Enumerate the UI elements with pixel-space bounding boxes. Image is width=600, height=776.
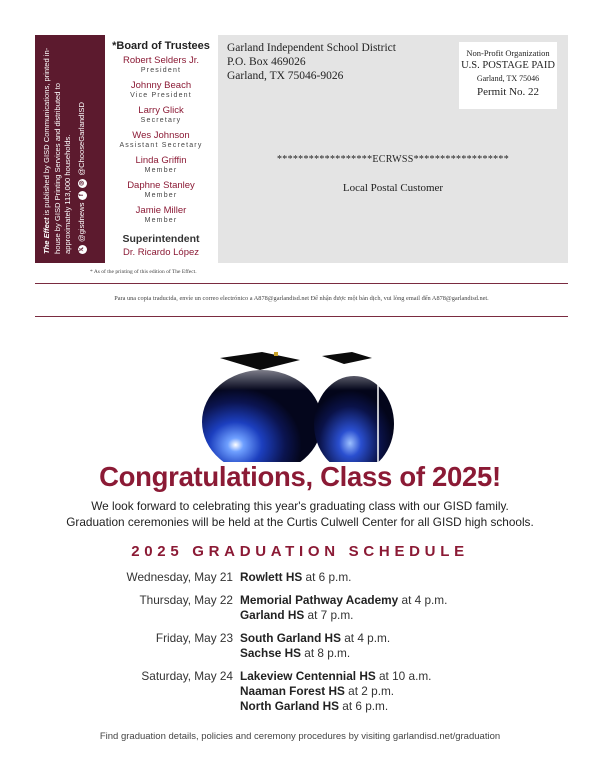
- ceremony: [240, 684, 431, 699]
- ceremony-time: at 6 p.m.: [302, 570, 352, 584]
- trustee-role: Member: [144, 217, 178, 224]
- board-heading: *Board of Trustees: [112, 40, 210, 52]
- ceremony-time: at 8 p.m.: [300, 646, 351, 660]
- day-label: Saturday, May 24: [141, 669, 233, 683]
- ceremony: [240, 570, 351, 585]
- ceremony-time: at 4 p.m.: [398, 593, 448, 607]
- postal-customer: Local Postal Customer: [342, 182, 444, 194]
- ceremony-time: at 7 p.m.: [304, 608, 354, 622]
- footer-note[interactable]: Find graduation details, policies and ceremony procedures by visiting garlandisd.net/graduation: [99, 731, 501, 742]
- article-intro: [0, 499, 600, 530]
- ceremony: [240, 631, 390, 646]
- trustee-role: Secretary: [140, 117, 182, 124]
- trustee-entry: [105, 155, 217, 175]
- trustees-footnote: * As of the printing of this edition of The Effect.: [90, 269, 197, 275]
- trustee-role: Assistant Secretary: [119, 142, 203, 149]
- mailing-panel: [218, 35, 568, 263]
- return-address-line: Garland, TX 75046-9026: [227, 70, 344, 82]
- trustee-entry: [105, 80, 217, 100]
- publication-info: [38, 38, 104, 260]
- trustee-name: Wes Johnson: [132, 130, 190, 141]
- board-of-trustees: [105, 35, 217, 263]
- day-events: [240, 631, 390, 661]
- trustee-role: Member: [144, 192, 178, 199]
- trustee-entry: [105, 55, 217, 75]
- schedule-day: [0, 570, 600, 585]
- trustee-role: President: [140, 67, 182, 74]
- trustee-entry: [105, 205, 217, 225]
- school-name: Garland HS: [240, 608, 305, 622]
- trustee-name: Jamie Miller: [135, 205, 187, 216]
- ceremony-time: at 2 p.m.: [344, 684, 395, 698]
- social-handle[interactable]: @ChooseGarlandISD: [76, 102, 86, 176]
- publication-sidebar: [35, 35, 105, 263]
- trustee-name: Robert Selders Jr.: [122, 55, 200, 66]
- x-handle[interactable]: @gisdnews: [76, 202, 86, 242]
- ceremony-time: at 10 a.m.: [375, 669, 432, 683]
- ceremony-time: at 4 p.m.: [340, 631, 391, 645]
- trustee-name: Larry Glick: [138, 105, 184, 116]
- school-name: Memorial Pathway Academy: [240, 593, 399, 607]
- publication-name: The Effect: [42, 217, 51, 254]
- school-name: Lakeview Centennial HS: [240, 669, 376, 683]
- intro-line: We look forward to celebrating this year's graduating class with our GISD family.: [91, 499, 509, 513]
- permit-line: Non-Profit Organization: [466, 48, 550, 58]
- ceremony-time: at 6 p.m.: [338, 699, 389, 713]
- publication-statement: [42, 43, 74, 254]
- divider: [35, 283, 568, 284]
- superintendent-heading: Superintendent: [122, 233, 200, 245]
- trustee-entry: [105, 105, 217, 125]
- x-icon: 𝕏: [78, 245, 87, 254]
- day-label: Wednesday, May 21: [126, 570, 233, 584]
- schedule-heading: 2025 GRADUATION SCHEDULE: [131, 543, 469, 560]
- instagram-icon: ◎: [78, 180, 85, 186]
- day-label: Thursday, May 22: [139, 593, 233, 607]
- school-name: Naaman Forest HS: [240, 684, 345, 698]
- permit-line: Permit No. 22: [476, 86, 540, 98]
- day-events: [240, 593, 447, 623]
- postage-permit: [459, 42, 557, 109]
- divider: [35, 316, 568, 317]
- school-name: Sachse HS: [240, 646, 301, 660]
- day-label: Friday, May 23: [155, 631, 233, 645]
- graduation-schedule: [0, 570, 600, 722]
- return-address-line: Garland Independent School District: [227, 42, 396, 54]
- ecrwss-line: ******************ECRWSS******************: [276, 154, 510, 165]
- permit-line: U.S. POSTAGE PAID: [461, 60, 555, 71]
- school-name: North Garland HS: [240, 699, 339, 713]
- social-handles: [77, 43, 88, 254]
- school-name: South Garland HS: [240, 631, 341, 645]
- return-address-line: P.O. Box 469026: [227, 56, 306, 68]
- ceremony: [240, 608, 447, 623]
- ceremony: [240, 699, 431, 714]
- day-events: [240, 570, 351, 585]
- day-events: [240, 669, 431, 714]
- article-title: Congratulations, Class of 2025!: [99, 461, 501, 492]
- schedule-day: [0, 669, 600, 714]
- trustee-role: Vice President: [130, 92, 192, 99]
- ceremony: [240, 646, 390, 661]
- ceremony: [240, 669, 431, 684]
- ceremony: [240, 593, 447, 608]
- trustee-role: Member: [144, 167, 178, 174]
- school-name: Rowlett HS: [240, 570, 303, 584]
- return-address: [227, 41, 396, 83]
- intro-line: Graduation ceremonies will be held at the Curtis Culwell Center for all GISD high schools.: [66, 514, 534, 529]
- facebook-icon: f: [78, 191, 87, 200]
- schedule-day: [0, 631, 600, 661]
- trustee-entry: [105, 180, 217, 200]
- trustee-name: Johnny Beach: [130, 80, 192, 91]
- superintendent-name: Dr. Ricardo López: [122, 247, 200, 258]
- trustee-name: Linda Griffin: [135, 155, 187, 166]
- permit-line: Garland, TX 75046: [476, 74, 540, 83]
- trustee-name: Daphne Stanley: [127, 180, 195, 191]
- publication-text: is published by GISD Communications, printed in-house by GISD Printing Services and distributed to approximately 113,000 households.: [42, 47, 73, 254]
- graduation-cap-image: [202, 352, 394, 462]
- trustee-entry: [105, 130, 217, 150]
- schedule-day: [0, 593, 600, 623]
- translation-note: Para una copia traducida, envíe un correo electrónico a A878@garlandisd.net Để nhận được một bản dịch, vui lòng email đến A878@garlandisd.net.: [114, 295, 489, 302]
